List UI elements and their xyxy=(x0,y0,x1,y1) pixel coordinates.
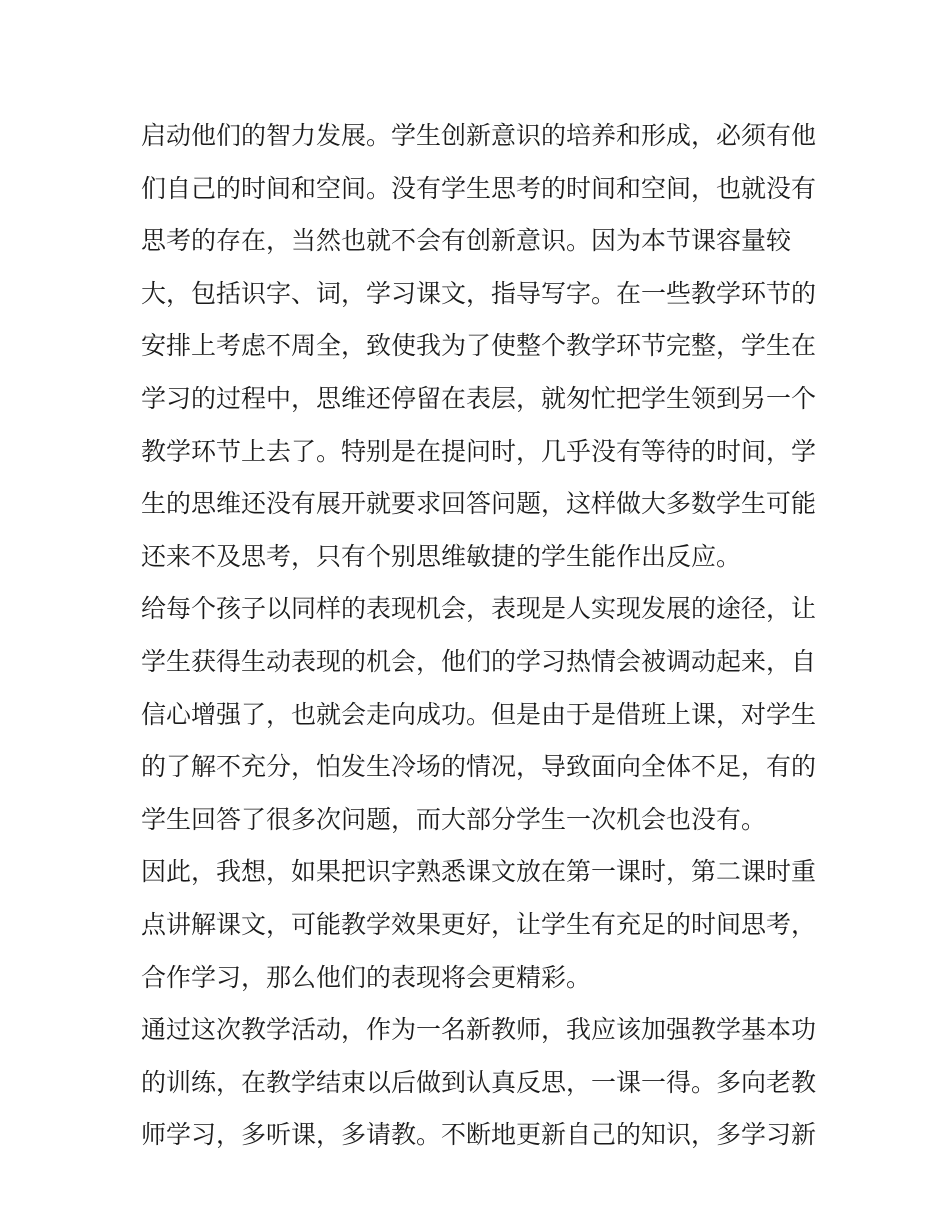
text-line: 安排上考虑不周全，致使我为了使整个教学环节完整，学生在 xyxy=(141,331,817,361)
text-line: 信心增强了，也就会走向成功。但是由于是借班上课，对学生 xyxy=(141,699,817,729)
text-line: 教学环节上去了。特别是在提问时，几乎没有等待的时间，学 xyxy=(141,436,817,466)
text-line: 给每个孩子以同样的表现机会，表现是人实现发展的途径，让 xyxy=(141,594,817,624)
text-line: 学习的过程中，思维还停留在表层，就匆忙把学生领到另一个 xyxy=(141,383,817,413)
text-line: 大，包括识字、词，学习课文，指导写字。在一些教学环节的 xyxy=(141,278,817,308)
text-line: 们自己的时间和空间。没有学生思考的时间和空间，也就没有 xyxy=(141,173,817,203)
text-line: 学生获得生动表现的机会，他们的学习热情会被调动起来，自 xyxy=(141,646,817,676)
document-body xyxy=(141,110,821,1162)
text-line: 师学习，多听课，多请教。不断地更新自己的知识，多学习新 xyxy=(141,1120,817,1150)
text-line: 因此，我想，如果把识字熟悉课文放在第一课时，第二课时重 xyxy=(141,857,817,887)
text-line: 还来不及思考，只有个别思维敏捷的学生能作出反应。 xyxy=(141,541,742,571)
text-line: 启动他们的智力发展。学生创新意识的培养和形成，必须有他 xyxy=(141,121,817,150)
text-line: 合作学习，那么他们的表现将会更精彩。 xyxy=(141,962,592,992)
text-line: 学生回答了很多次问题，而大部分学生一次机会也没有。 xyxy=(141,804,767,834)
text-line: 生的思维还没有展开就要求回答问题，这样做大多数学生可能 xyxy=(141,489,817,519)
text-line: 通过这次教学活动，作为一名新教师，我应该加强教学基本功 xyxy=(141,1015,817,1045)
text-line: 思考的存在，当然也就不会有创新意识。因为本节课容量较 xyxy=(141,226,792,256)
text-line: 点讲解课文，可能教学效果更好，让学生有充足的时间思考， xyxy=(141,909,817,939)
text-line: 的了解不充分，怕发生冷场的情况，导致面向全体不足，有的 xyxy=(141,752,817,782)
text-line: 的训练，在教学结束以后做到认真反思，一课一得。多向老教 xyxy=(141,1067,817,1097)
